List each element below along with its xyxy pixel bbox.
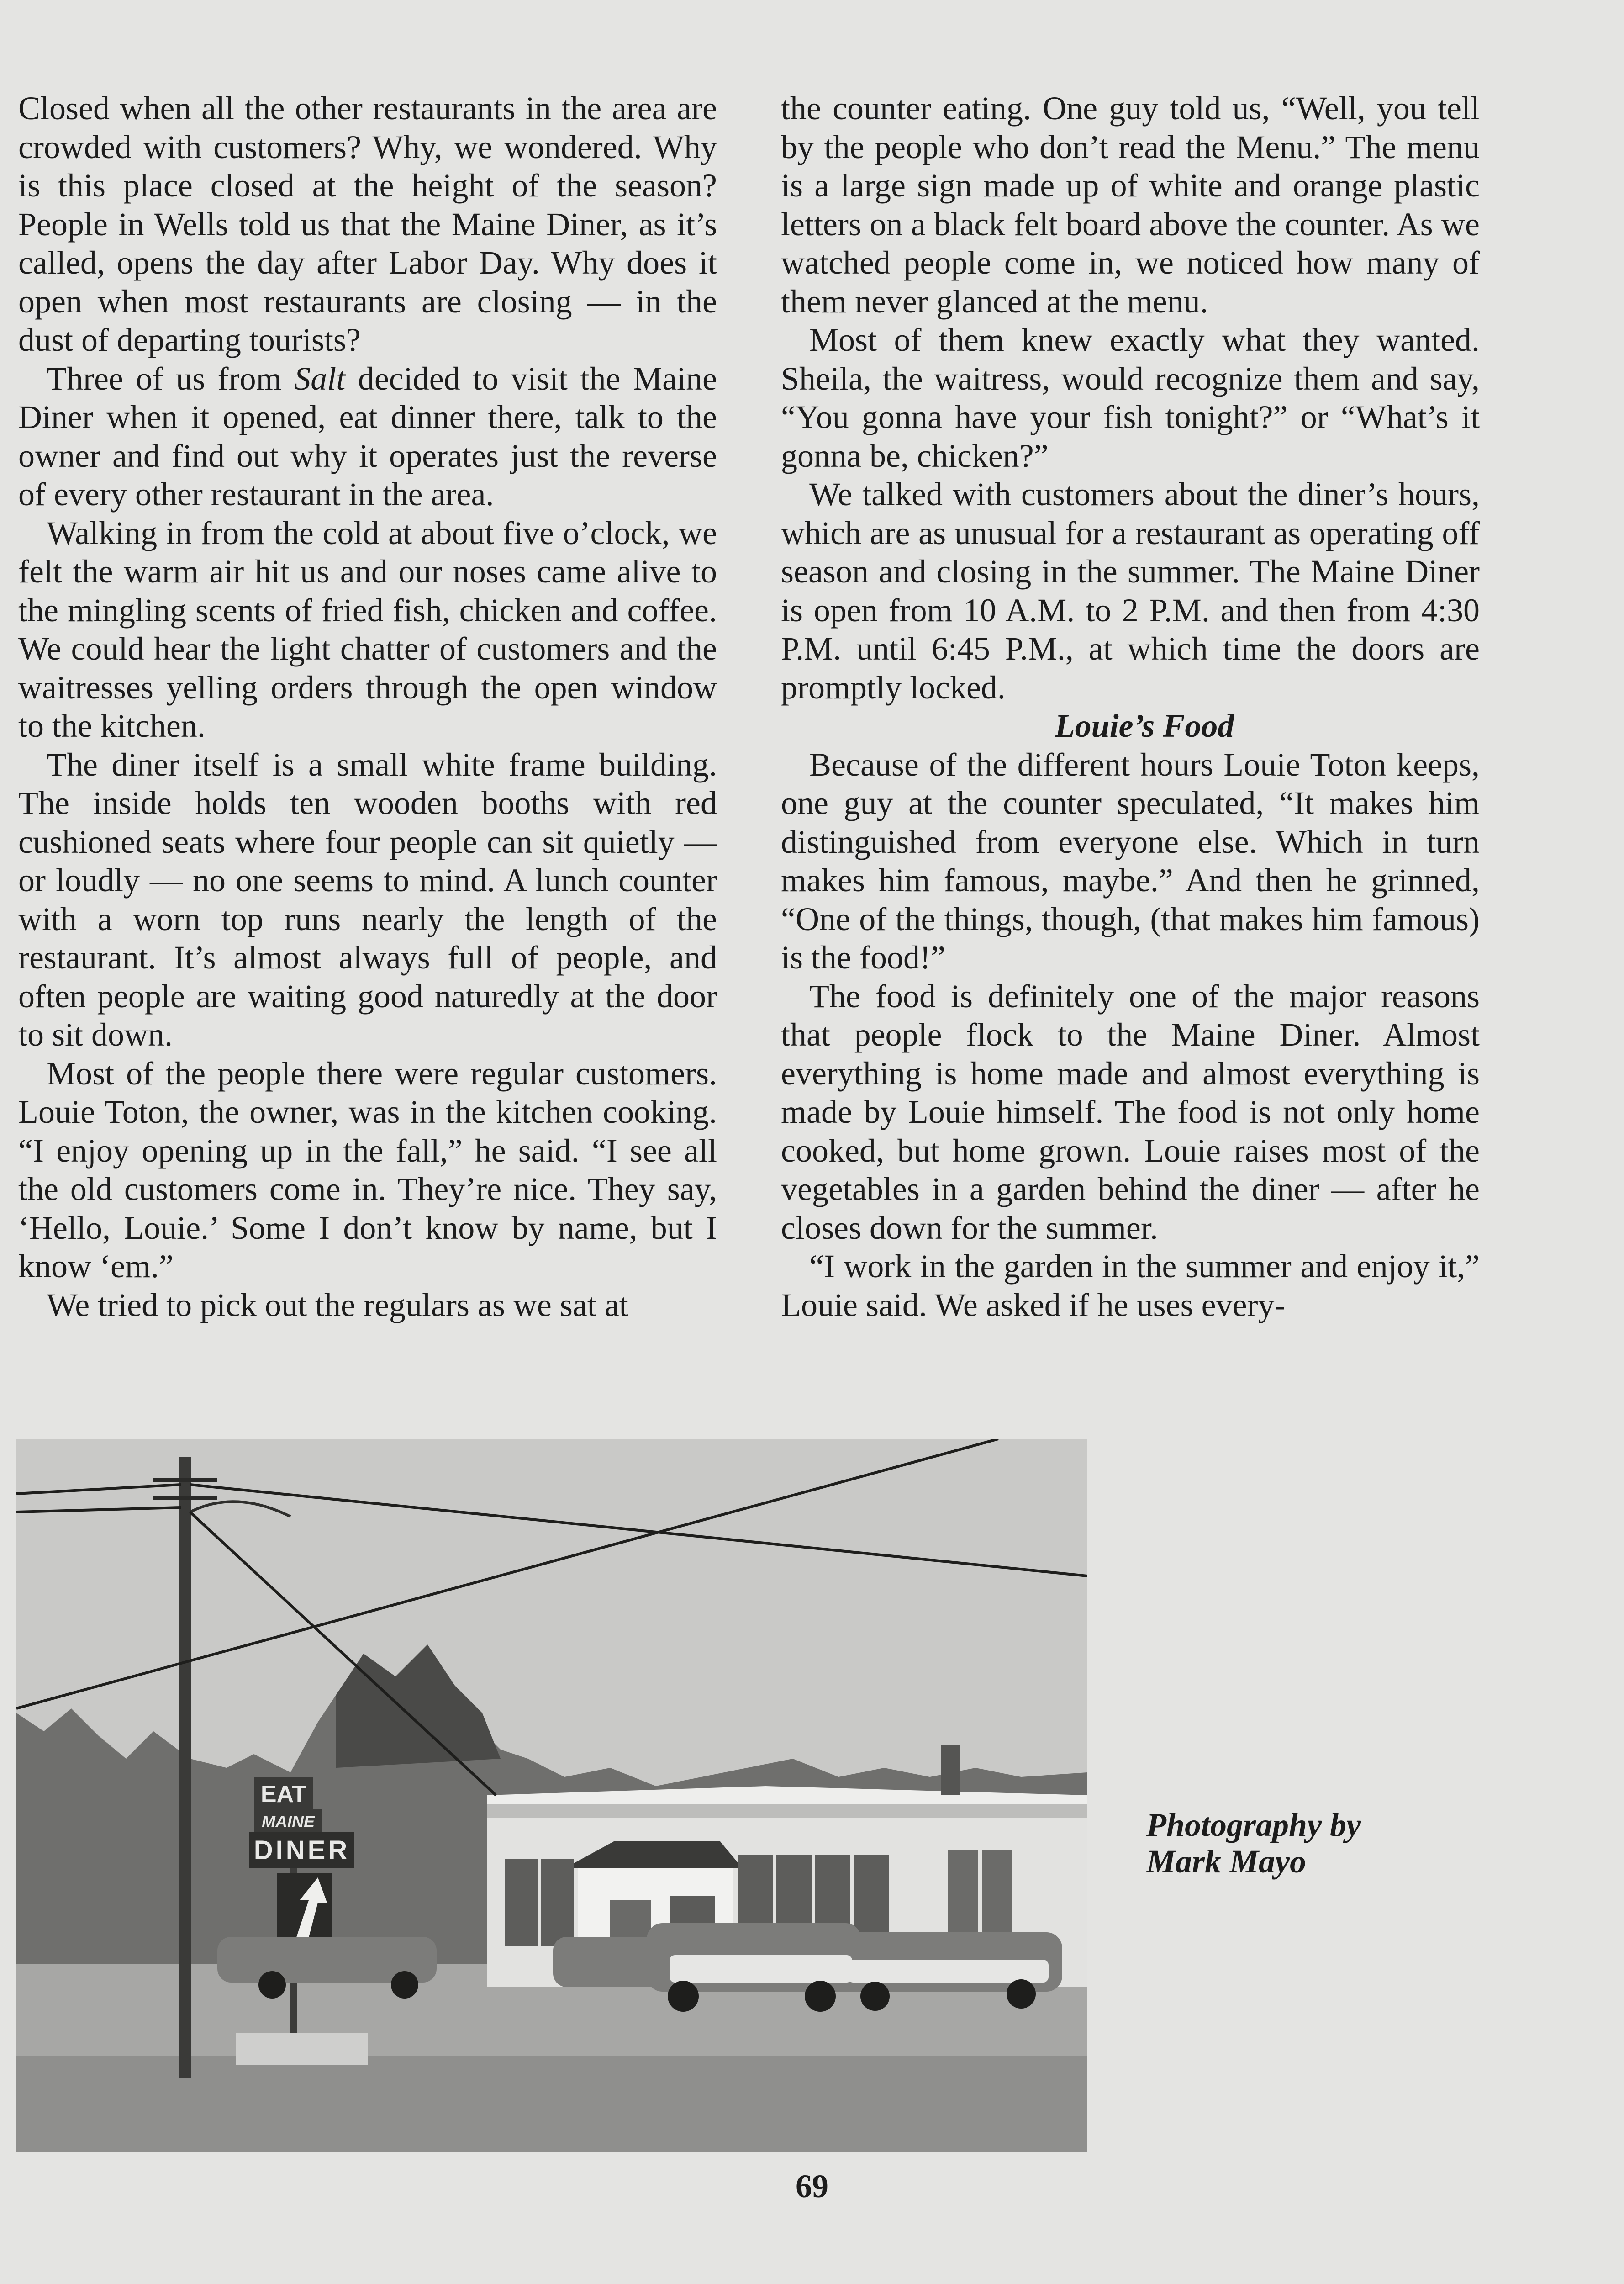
- paragraph: Walking in from the cold at about five o’clock, we felt the warm air hit us and our noses came alive to the mingling scents of fried fish, chicken and coffee. We could hear the light chatter of customers and the waitresses yelling orders through the open window to the kitchen.: [18, 514, 717, 744]
- paragraph: Most of the people there were regular customers. Louie Toton, the owner, was in the kitchen cooking. “I enjoy opening up in the fall,” he said. “I see all the old customers come in. They’re nice. They say, ‘Hello, Louie.’ Some I don’t know by name, but I know ‘em.”: [18, 1055, 717, 1285]
- paragraph: The food is definitely one of the major reasons that people flock to the Maine Diner. Almost everything is home made and almost everything is made by Louie himself. The food is not only home cooked, but home grown. Louie raises most of the vegetables in a garden behind the diner — after he closes down for the summer.: [781, 978, 1480, 1246]
- paragraph: the counter eating. One guy told us, “Well, you tell by the people who don’t read the Menu.” The menu is a large sign made up of white and orange plastic letters on a black felt board above the counter. As we watched people come in, we noticed how many of them never glanced at the menu.: [781, 90, 1480, 320]
- credit-line: Photography by: [1146, 1807, 1361, 1843]
- text-run: decided to visit the Maine Diner when it opened, eat dinner there, talk to the owner and find out why it operates just the reverse of every other restaurant in the area.: [18, 360, 717, 513]
- right-column: [781, 89, 1480, 1324]
- diner-photo-drawing: [16, 1439, 1087, 2152]
- paragraph: “I work in the garden in the summer and enjoy it,” Louie said. We asked if he uses every-: [781, 1248, 1480, 1323]
- sign-text: DINER: [253, 1835, 350, 1865]
- sign-text: EAT: [260, 1781, 307, 1808]
- paragraph: Because of the different hours Louie Toton keeps, one guy at the counter speculated, “It makes him distinguished from everyone else. Which in turn makes him famous, maybe.” And then he grinned, “One of the things, though, (that makes him famous) is the food!”: [781, 746, 1480, 976]
- text-run: Three of us from: [47, 360, 295, 397]
- paragraph: The diner itself is a small white frame building. The inside holds ten wooden booths with red cushioned seats where four people can sit quietly — or loudly — no one seems to mind. A lunch counter with a worn top runs nearly the length of the restaurant. It’s almost always full of people, and often people are waiting good naturedly at the door to sit down.: [18, 746, 717, 1053]
- magazine-title: Salt: [294, 360, 346, 397]
- left-column: [18, 89, 717, 1324]
- photographer-name: Mark Mayo: [1146, 1843, 1307, 1880]
- diner-photograph: [16, 1439, 1087, 2152]
- photo-credit: [1146, 1807, 1361, 1880]
- subheading: Louie’s Food: [1055, 708, 1234, 744]
- page-number: 69: [796, 2168, 828, 2205]
- paragraph: We talked with customers about the diner’s hours, which are as unusual for a restaurant as operating off season and closing in the summer. The Maine Diner is open from 10 A.M. to 2 P.M. and then from 4:30 P.M. until 6:45 P.M., at which time the doors are promptly locked.: [781, 476, 1480, 706]
- paragraph: Closed when all the other restaurants in the area are crowded with customers? Why, we wondered. Why is this place closed at the height of the season? People in Wells told us that the Maine Diner, as it’s called, opens the day after Labor Day. Why does it open when most restaurants are closing — in the dust of departing tourists?: [18, 90, 717, 358]
- paragraph: [18, 360, 717, 514]
- paragraph: Most of them knew exactly what they wanted. Sheila, the waitress, would recognize them and say, “You gonna have your fish tonight?” or “What’s it gonna be, chicken?”: [781, 322, 1480, 474]
- paragraph: We tried to pick out the regulars as we sat at: [47, 1286, 628, 1323]
- sign-text: MAINE: [262, 1812, 315, 1831]
